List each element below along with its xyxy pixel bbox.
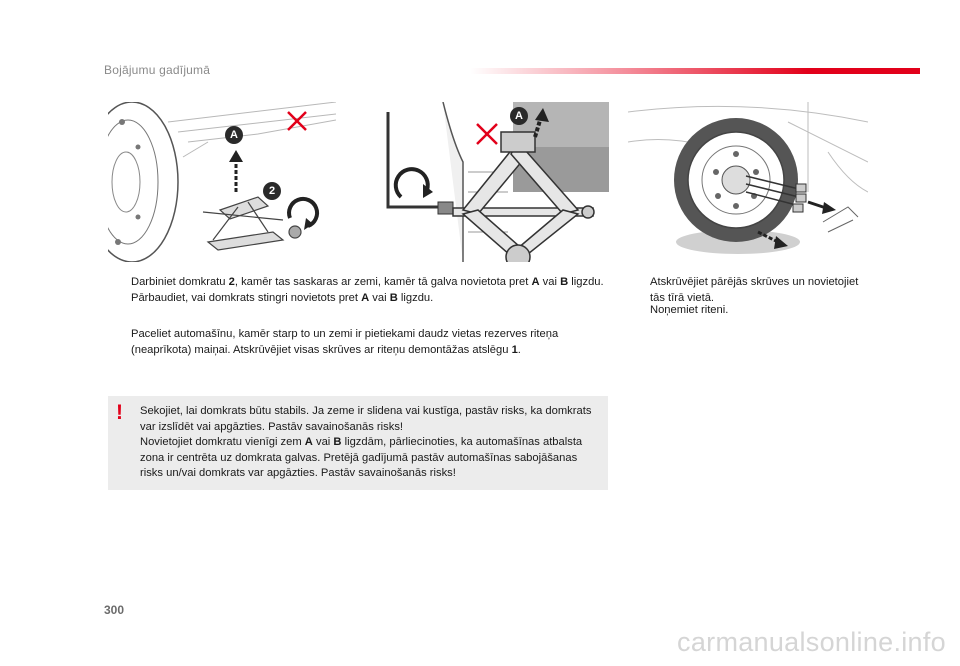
- step-text: Noņemiet riteni.: [650, 304, 729, 316]
- illustration-jack-closeup: [383, 102, 609, 262]
- illustration-jack-placement: [108, 102, 336, 262]
- step-item: [630, 303, 890, 319]
- marker-2: 2: [263, 182, 281, 200]
- step-text: Atskrūvējiet pārējās skrūves un novietojiet tās tīrā vietā.: [650, 276, 859, 304]
- marker-a: A: [225, 126, 243, 144]
- step-item: [111, 275, 611, 307]
- step-text: Paceliet automašīnu, kamēr starp to un zemi ir pietiekami daudz vietas rezerves riteņa (neaprīkota) maiņai. Atskrūvējiet visas skrūves ar riteņu demontāžas atslēgu 1.: [131, 328, 559, 356]
- illustration-wheel-removal: [628, 102, 868, 262]
- page-number: 300: [104, 603, 125, 617]
- step-text: Darbiniet domkratu 2, kamēr tas saskaras ar zemi, kamēr tā galva novietota pret A vai B ligzdu. Pārbaudiet, vai domkrats stingri novietots pret A vai B ligzdu.: [131, 276, 604, 304]
- warning-text: Sekojiet, lai domkrats būtu stabils. Ja zeme ir slidena vai kustīga, pastāv risks, ka domkrats var izslīdēt vai apgāzties. Pastāv savainošanās risks! Novietojiet domkratu vienīgi zem A vai B ligzdām, pārliecinoties, ka automašīnas atbalsta zona ir centrēta uz domkrata galvas. Pretējā gadījumā pastāv automašīnas sabojāšanas risks un/vai domkrats var apgāzties. Pastāv savainošanās risks!: [140, 405, 592, 479]
- step-item: [111, 327, 611, 359]
- marker-a: A: [510, 107, 528, 125]
- warning-exclamation-icon: !: [116, 401, 123, 424]
- warning-box: [108, 396, 608, 490]
- watermark: carmanualsonline.info: [677, 627, 946, 657]
- header-accent-bar: [470, 68, 920, 74]
- section-title: Bojājumu gadījumā: [104, 63, 211, 77]
